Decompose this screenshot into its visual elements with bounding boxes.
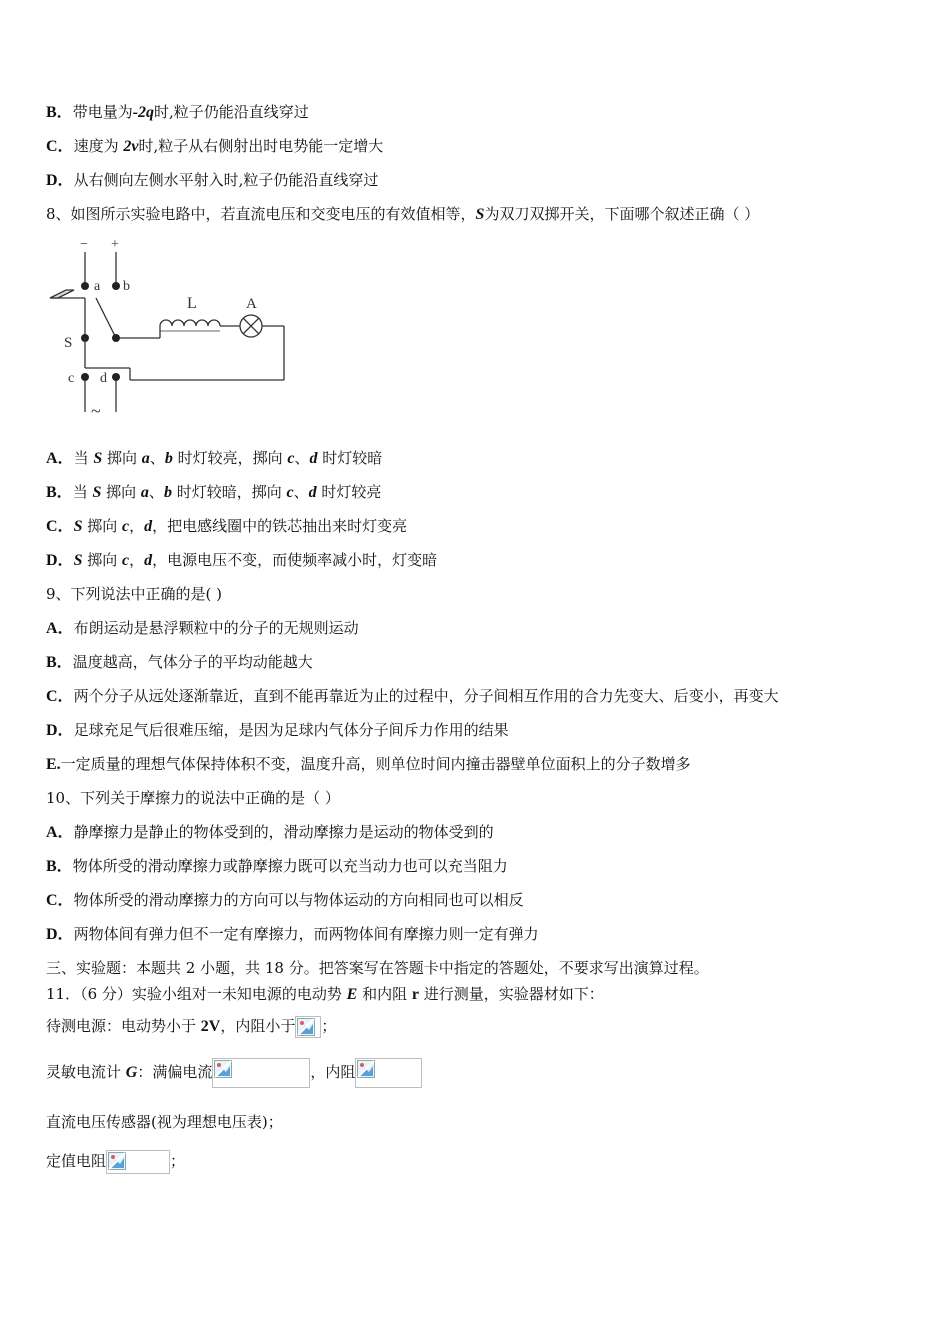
broken-image-icon [106, 1150, 170, 1174]
ac-symbol: ~ [91, 401, 101, 420]
section-3-heading: 三、实验题：本题共 2 小题，共 18 分。把答案写在答题卡中指定的答题处，不要求写出演算过程。 [46, 959, 709, 977]
q11-voltmeter-line: 直流电压传感器(视为理想电压表)； [46, 1113, 283, 1131]
q10-option-d: D．两物体间有弹力但不一定有摩擦力，而两物体间有摩擦力则一定有弹力 [46, 925, 539, 943]
switch-handle [50, 290, 74, 298]
q8-stem: 8、如图所示实验电路中，若直流电压和交变电压的有效值相等，S为双刀双掷开关，下面哪个叙述正确（ ） [46, 205, 760, 223]
label-s: S [64, 335, 73, 351]
minus-terminal-label: − [80, 237, 88, 252]
terminal-b-dot [112, 282, 120, 290]
terminal-d-dot [112, 373, 120, 381]
label-b: b [123, 279, 130, 294]
q9-option-d: D．足球充足气后很难压缩，是因为足球内气体分子间斥力作用的结果 [46, 721, 509, 739]
switch-blade-right [96, 298, 116, 338]
q8-option-d: D．S 掷向 c，d，电源电压不变，而使频率减小时，灯变暗 [46, 551, 438, 569]
label-a: a [94, 279, 101, 294]
broken-image-icon [355, 1058, 422, 1088]
circuit-diagram [46, 232, 296, 420]
terminal-a-dot [81, 282, 89, 290]
q10-option-c: C．物体所受的滑动摩擦力的方向可以与物体运动的方向相同也可以相反 [46, 891, 524, 909]
q11-stem: 11．（6 分）实验小组对一未知电源的电动势 E 和内阻 r 进行测量，实验器材如下： [46, 985, 604, 1003]
broken-image-icon [295, 1016, 321, 1038]
q11-resistor-line: 定值电阻 ； [46, 1150, 185, 1174]
q9-option-c: C．两个分子从远处逐渐靠近，直到不能再靠近为止的过程中，分子间相互作用的合力先变大、后变小，再变大 [46, 687, 779, 705]
plus-terminal-label: + [111, 237, 119, 252]
q9-option-e: E.一定质量的理想气体保持体积不变，温度升高，则单位时间内撞击器壁单位面积上的分子数增多 [46, 755, 691, 773]
q8-option-a: A．当 S 掷向 a、b 时灯较亮，掷向 c、d 时灯较暗 [46, 449, 383, 467]
q8-option-b: B．当 S 掷向 a、b 时灯较暗，掷向 c、d 时灯较亮 [46, 483, 382, 501]
label-c: c [68, 371, 75, 386]
terminal-c-dot [81, 373, 89, 381]
q9-stem: 9、下列说法中正确的是( ) [46, 585, 223, 603]
inductor-label: L [187, 295, 197, 312]
q7-option-d: D．从右侧向左侧水平射入时,粒子仍能沿直线穿过 [46, 171, 379, 189]
q11-galvanometer-line: 灵敏电流计 G：满偏电流 ，内阻 [46, 1058, 422, 1088]
q9-option-b: B．温度越高，气体分子的平均动能越大 [46, 653, 313, 671]
q9-option-a: A．布朗运动是悬浮颗粒中的分子的无规则运动 [46, 619, 359, 637]
q10-stem: 10、下列关于摩擦力的说法中正确的是（ ） [46, 789, 340, 807]
broken-image-icon [212, 1058, 310, 1088]
q7-option-c: C．速度为 2v时,粒子从右侧射出时电势能一定增大 [46, 137, 384, 155]
label-d: d [100, 371, 107, 386]
q10-option-b: B．物体所受的滑动摩擦力或静摩擦力既可以充当动力也可以充当阻力 [46, 857, 508, 875]
switch-pivot-right [112, 334, 120, 342]
inductor-coil [160, 320, 220, 326]
lamp-label: A [246, 296, 257, 312]
q7-option-b: B．带电量为-2q时,粒子仍能沿直线穿过 [46, 103, 309, 121]
q11-source-line: 待测电源：电动势小于 2V，内阻小于 ； [46, 1016, 336, 1038]
q10-option-a: A．静摩擦力是静止的物体受到的，滑动摩擦力是运动的物体受到的 [46, 823, 494, 841]
q8-option-c: C．S 掷向 c，d，把电感线圈中的铁芯抽出来时灯变亮 [46, 517, 408, 535]
